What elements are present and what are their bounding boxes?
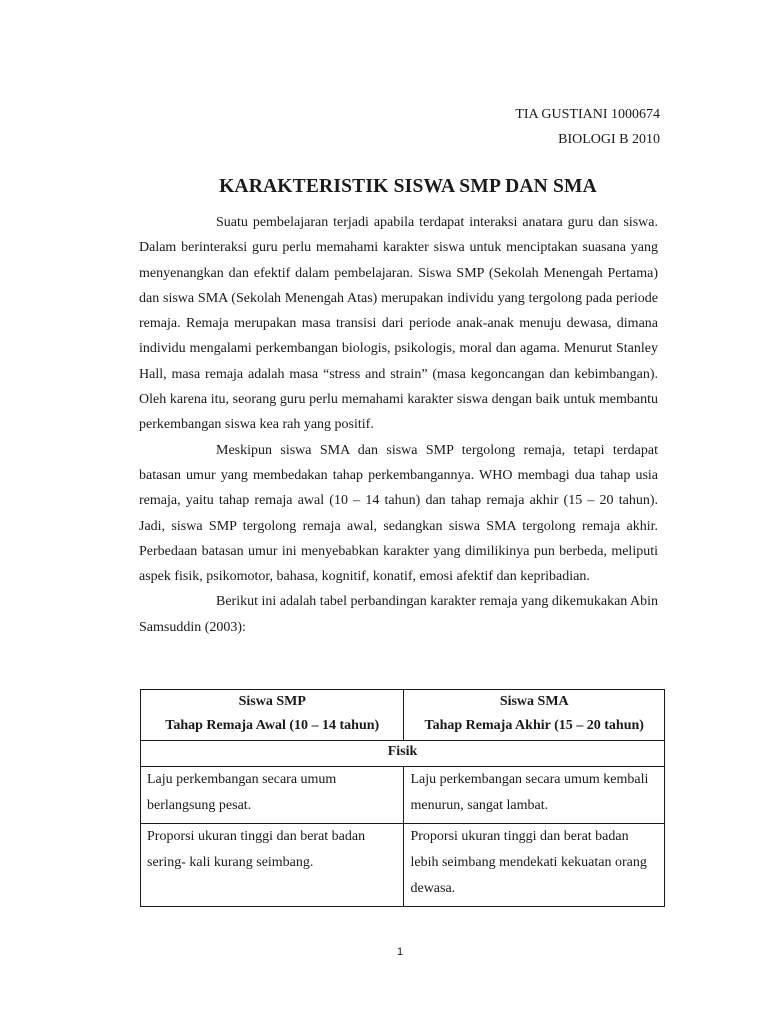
table-cell-sma: Proporsi ukuran tinggi dan berat badan lebih seimbang mendekati kekuatan orang dewasa. xyxy=(404,824,665,907)
table-cell-sma: Laju perkembangan secara umum kembali menurun, sangat lambat. xyxy=(404,767,665,824)
paragraph-table-intro: Berikut ini adalah tabel perbandingan karakter remaja yang dikemukakan Abin Samsuddin (2003): xyxy=(139,594,659,635)
table-row xyxy=(141,767,665,824)
table-row xyxy=(141,824,665,907)
header-sma xyxy=(404,690,665,741)
header-smp-name: Siswa SMP xyxy=(238,694,306,709)
page-number: 1 xyxy=(396,946,404,958)
author-line: TIA GUSTIANI 1000674 xyxy=(515,107,660,122)
header-smp-stage: Tahap Remaja Awal (10 – 14 tahun) xyxy=(165,718,380,733)
header-sma-stage: Tahap Remaja Akhir (15 – 20 tahun) xyxy=(424,718,644,733)
comparison-table xyxy=(140,689,665,907)
table-cell-smp: Laju perkembangan secara umum berlangsung pesat. xyxy=(141,767,404,824)
table-header-row xyxy=(141,690,665,741)
header-sma-name: Siswa SMA xyxy=(499,694,569,709)
section-title-fisik: Fisik xyxy=(141,741,665,767)
author-header xyxy=(515,102,660,152)
paragraph-intro: Suatu pembelajaran terjadi apabila terdapat interaksi anatara guru dan siswa. Dalam berinteraksi guru perlu memahami karakter siswa untuk menciptakan suasana yang menyenangkan dan efektif dalam pembelajaran. Siswa SMP (Sekolah Menengah Pertama) dan siswa SMA (Sekolah Menengah Atas) merupakan individu yang tergolong pada periode remaja. Remaja merupakan masa transisi dari periode anak-anak menuju dewasa, dimana individu mengalami perkembangan biologis, psikologis, moral dan agama. Menurut Stanley Hall, masa remaja adalah masa “stress and strain” (masa kegoncangan dan kebimbangan). Oleh karena itu, seorang guru perlu memahami karakter siswa dengan baik untuk membantu perkembangan siswa kea rah yang positif. xyxy=(139,215,658,433)
class-line: BIOLOGI B 2010 xyxy=(558,132,660,147)
paragraph-age-ranges: Meskipun siswa SMA dan siswa SMP tergolong remaja, tetapi terdapat batasan umur yang membedakan tahap perkembangannya. WHO membagi dua tahap usia remaja, yaitu tahap remaja awal (10 – 14 tahun) dan tahap remaja akhir (15 – 20 tahun). Jadi, siswa SMP tergolong remaja awal, sedangkan siswa SMA tergolong remaja akhir. Perbedaan batasan umur ini menyebabkan karakter yang dimilikinya pun berbeda, meliputi aspek fisik, psikomotor, bahasa, kognitif, konatif, emosi afektif dan kepribadian. xyxy=(139,442,658,585)
body-text xyxy=(139,210,658,640)
document-title: KARAKTERISTIK SISWA SMP DAN SMA xyxy=(219,176,597,197)
header-smp xyxy=(141,690,404,741)
table-cell-smp: Proporsi ukuran tinggi dan berat badan sering- kali kurang seimbang. xyxy=(141,824,404,907)
section-row-fisik xyxy=(141,741,665,767)
